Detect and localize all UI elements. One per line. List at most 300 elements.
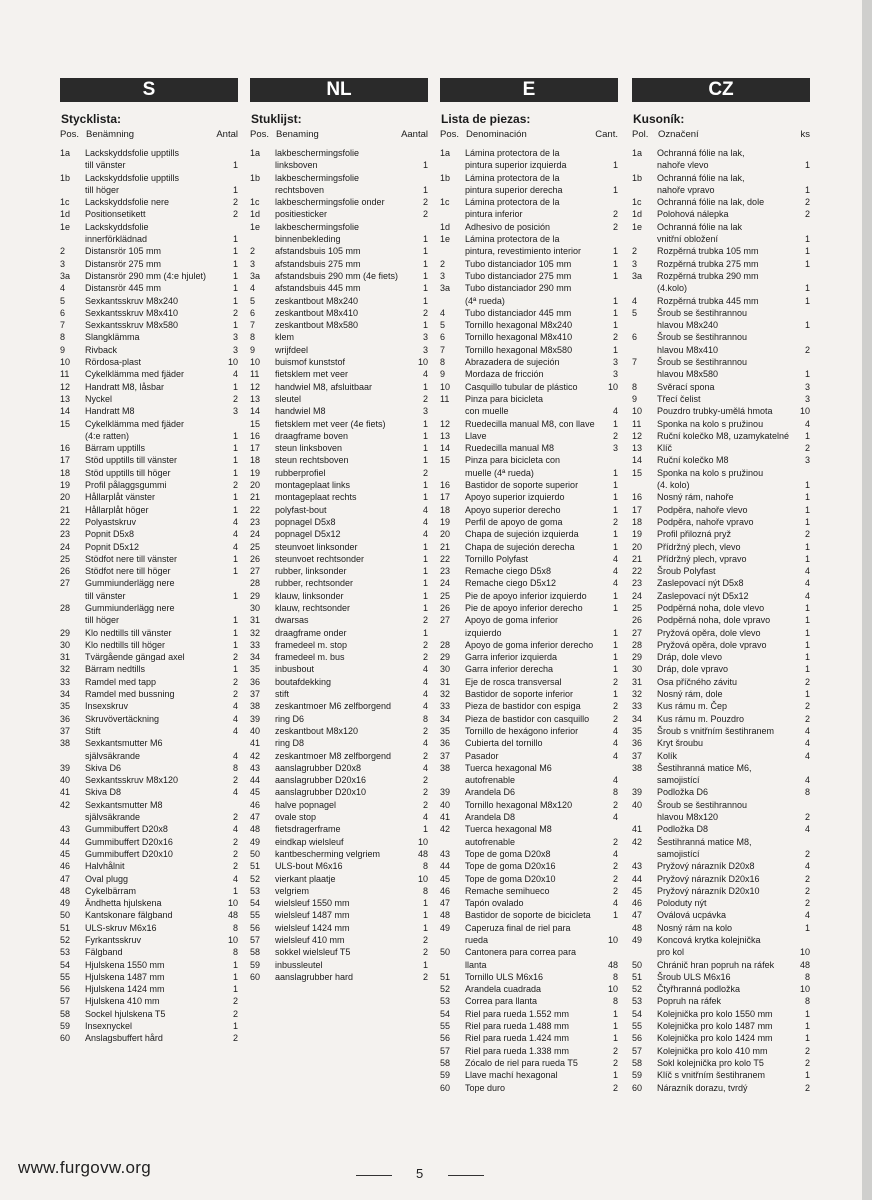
part-number: 32 bbox=[250, 627, 261, 638]
part-number: 31 bbox=[250, 615, 261, 626]
part-number: 34 bbox=[440, 713, 451, 724]
part-name: fietsklem met veer (4e fiets) bbox=[275, 418, 386, 429]
part-row bbox=[440, 713, 618, 725]
part-quantity: 2 bbox=[422, 799, 428, 810]
part-number: 57 bbox=[60, 996, 71, 1007]
part-name: Tapón ovalado bbox=[465, 898, 524, 909]
part-quantity: 4 bbox=[232, 516, 238, 527]
part-name: Cykelklämma med fjäder bbox=[85, 369, 185, 380]
part-row bbox=[632, 700, 810, 712]
part-row bbox=[60, 504, 238, 516]
part-number: 1d bbox=[440, 221, 451, 232]
part-row bbox=[440, 700, 618, 712]
part-number: 12 bbox=[632, 430, 643, 441]
part-number: 57 bbox=[250, 935, 261, 945]
part-name: wrijfdeel bbox=[275, 344, 309, 355]
part-name: Lackskyddsfolie innerförklädnad bbox=[85, 221, 149, 245]
part-name: Skruvövertäckning bbox=[85, 713, 160, 724]
part-number: 23 bbox=[60, 529, 71, 540]
part-number: 28 bbox=[440, 639, 451, 650]
part-quantity: 2 bbox=[422, 652, 428, 663]
part-row bbox=[440, 1032, 618, 1044]
part-name: Slangklämma bbox=[85, 332, 140, 343]
part-name: Cykelklämma med fjäder (4:e ratten) bbox=[85, 418, 185, 441]
part-name: Hållarplåt höger bbox=[85, 504, 149, 515]
part-quantity: 10 bbox=[799, 947, 810, 958]
part-row bbox=[632, 639, 810, 651]
part-row bbox=[632, 516, 810, 528]
part-quantity: 1 bbox=[232, 320, 238, 331]
part-row bbox=[250, 651, 428, 663]
part-quantity: 1 bbox=[232, 184, 238, 195]
part-quantity: 4 bbox=[422, 738, 428, 749]
part-number: 13 bbox=[250, 393, 261, 404]
part-name: Stödfot nere till vänster bbox=[85, 553, 178, 564]
part-number: 11 bbox=[632, 418, 642, 429]
part-row bbox=[632, 799, 810, 824]
part-quantity: 2 bbox=[232, 393, 238, 404]
part-number: 30 bbox=[250, 602, 261, 613]
part-row bbox=[60, 405, 238, 417]
part-number: 7 bbox=[440, 344, 446, 355]
part-quantity: 1 bbox=[232, 590, 238, 601]
part-name: Pieza de bastidor con casquillo bbox=[465, 713, 590, 724]
part-name: Podložka D8 bbox=[657, 824, 709, 835]
part-name: Skiva D6 bbox=[85, 762, 122, 773]
part-name: Gummiunderlägg nere till vänster bbox=[85, 578, 175, 601]
part-row bbox=[250, 848, 428, 860]
part-quantity: 4 bbox=[612, 898, 618, 909]
part-quantity: 1 bbox=[804, 283, 810, 294]
part-row bbox=[250, 147, 428, 172]
part-row bbox=[60, 836, 238, 848]
part-number: 56 bbox=[440, 1033, 451, 1044]
part-row bbox=[440, 971, 618, 983]
part-row bbox=[632, 750, 810, 762]
part-row bbox=[632, 627, 810, 639]
part-row bbox=[632, 1032, 810, 1044]
part-number: 35 bbox=[632, 725, 643, 736]
part-quantity: 4 bbox=[804, 725, 810, 736]
part-name: lakbeschermingsfolie binnenbekleding bbox=[275, 221, 360, 245]
part-name: Tope de goma D20x10 bbox=[465, 873, 556, 884]
part-row bbox=[440, 946, 618, 971]
part-name: Ruedecilla manual M8 bbox=[465, 443, 555, 454]
part-name: Kolík bbox=[657, 750, 678, 761]
part-number: 60 bbox=[632, 1082, 643, 1093]
part-row bbox=[60, 565, 238, 577]
quantity-heading: Aantal bbox=[401, 129, 428, 140]
part-row bbox=[60, 245, 238, 257]
part-name: Čtyřhranná podložka bbox=[657, 984, 741, 995]
part-number: 30 bbox=[60, 639, 71, 650]
part-number: 52 bbox=[440, 984, 451, 995]
part-name: klauw, rechtsonder bbox=[275, 602, 351, 613]
part-number: 6 bbox=[250, 307, 256, 318]
part-row bbox=[60, 995, 238, 1007]
part-name: Remache semihueco bbox=[465, 885, 550, 896]
part-number: 22 bbox=[60, 516, 71, 527]
part-number: 39 bbox=[250, 713, 261, 724]
part-quantity: 8 bbox=[612, 996, 618, 1007]
part-quantity: 2 bbox=[804, 701, 810, 712]
part-name: sleutel bbox=[275, 393, 302, 404]
part-row bbox=[60, 946, 238, 958]
part-quantity: 4 bbox=[422, 529, 428, 540]
footer-rule-right bbox=[448, 1175, 484, 1176]
part-row bbox=[60, 934, 238, 946]
part-quantity: 1 bbox=[232, 639, 238, 650]
part-quantity: 10 bbox=[799, 984, 810, 995]
part-row bbox=[250, 786, 428, 798]
part-name: Podpěrná noha, dole vpravo bbox=[657, 615, 771, 626]
part-row bbox=[632, 897, 810, 909]
part-number: 29 bbox=[60, 627, 71, 638]
part-name: Sexkantsmutter M8 självsäkrande bbox=[85, 799, 163, 823]
part-name: wielsleuf 410 mm bbox=[275, 935, 345, 945]
part-quantity: 2 bbox=[232, 1008, 238, 1019]
part-name: Oval plugg bbox=[85, 873, 129, 884]
part-number: 46 bbox=[60, 861, 71, 872]
part-name: positiesticker bbox=[275, 209, 328, 220]
part-row bbox=[632, 172, 810, 197]
part-row bbox=[440, 270, 618, 282]
part-name: eindkap wielsleuf bbox=[275, 836, 344, 847]
part-quantity: 1 bbox=[804, 258, 810, 269]
part-quantity: 3 bbox=[612, 369, 618, 380]
part-quantity: 1 bbox=[612, 418, 618, 429]
part-row bbox=[60, 147, 238, 172]
part-name: zeskantbout M8x580 bbox=[275, 320, 359, 331]
part-number: 38 bbox=[632, 762, 643, 773]
part-number: 7 bbox=[632, 357, 638, 368]
part-quantity: 3 bbox=[422, 406, 428, 417]
part-quantity: 2 bbox=[232, 861, 238, 872]
parts-list-title: Kusoník: bbox=[633, 112, 685, 126]
part-name: Remache ciego D5x8 bbox=[465, 566, 552, 577]
part-quantity: 1 bbox=[232, 1021, 238, 1032]
part-name: Skiva D8 bbox=[85, 787, 122, 798]
part-name: Gummiunderlägg nere till höger bbox=[85, 602, 175, 626]
part-name: Stift bbox=[85, 725, 101, 736]
part-quantity: 1 bbox=[422, 553, 428, 564]
parts-list-column-czech bbox=[632, 78, 810, 1094]
part-quantity: 4 bbox=[804, 590, 810, 601]
part-name: Anslagsbuffert hård bbox=[85, 1033, 163, 1044]
part-number: 9 bbox=[632, 393, 638, 404]
part-quantity: 4 bbox=[804, 775, 810, 786]
part-name: Remache ciego D5x12 bbox=[465, 578, 557, 589]
part-quantity: 1 bbox=[232, 971, 238, 982]
part-quantity: 4 bbox=[612, 812, 618, 823]
part-name: wielsleuf 1550 mm bbox=[275, 898, 350, 909]
part-quantity: 1 bbox=[804, 627, 810, 638]
part-row bbox=[440, 1020, 618, 1032]
part-quantity: 1 bbox=[804, 639, 810, 650]
part-row bbox=[440, 995, 618, 1007]
part-quantity: 4 bbox=[422, 504, 428, 515]
part-name: klem bbox=[275, 332, 295, 343]
part-quantity: 1 bbox=[612, 664, 618, 675]
part-row bbox=[632, 614, 810, 626]
part-name: Ruční kolečko M8 bbox=[657, 455, 729, 466]
part-row bbox=[250, 934, 428, 946]
part-name: Svěrací spona bbox=[657, 381, 715, 392]
part-name: Ochranná fólie na lak, nahoře vpravo bbox=[657, 172, 745, 195]
part-quantity: 1 bbox=[232, 295, 238, 306]
part-row bbox=[60, 528, 238, 540]
part-number: 51 bbox=[632, 971, 643, 982]
part-name: Nyckel bbox=[85, 393, 113, 404]
part-name: Tornillo hexagonal M8x120 bbox=[465, 799, 573, 810]
part-name: afstandsbuis 275 mm bbox=[275, 258, 361, 269]
part-number: 1c bbox=[632, 197, 642, 208]
part-name: Rivback bbox=[85, 344, 118, 355]
part-number: 20 bbox=[250, 480, 261, 491]
part-name: Pouzdro trubky-umělá hmota bbox=[657, 406, 773, 417]
part-quantity: 1 bbox=[422, 541, 428, 552]
part-name: Oválová ucpávka bbox=[657, 910, 727, 921]
part-name: Tornillo de hexágono inferior bbox=[465, 725, 579, 736]
part-quantity: 8 bbox=[232, 947, 238, 958]
part-row bbox=[60, 541, 238, 553]
part-quantity: 1 bbox=[804, 652, 810, 663]
part-quantity: 2 bbox=[232, 652, 238, 663]
part-row bbox=[440, 454, 618, 479]
part-quantity: 1 bbox=[422, 959, 428, 970]
part-number: 1a bbox=[60, 148, 71, 158]
part-number: 20 bbox=[60, 492, 71, 503]
part-row bbox=[632, 651, 810, 663]
part-name: Pryžový nárazník D20x8 bbox=[657, 861, 755, 872]
part-name: Bärram upptills bbox=[85, 443, 146, 454]
part-quantity: 10 bbox=[227, 935, 238, 945]
part-name: sokkel wielsleuf T5 bbox=[275, 947, 351, 958]
part-name: Kolejnička pro kolo 1550 mm bbox=[657, 1008, 773, 1019]
part-row bbox=[632, 1020, 810, 1032]
part-quantity: 1 bbox=[612, 689, 618, 700]
part-name: Kantskonare fälgband bbox=[85, 910, 173, 921]
part-name: Stödfot nere till höger bbox=[85, 566, 171, 577]
part-number: 17 bbox=[632, 504, 643, 515]
part-number: 13 bbox=[60, 393, 71, 404]
part-quantity: 1 bbox=[422, 492, 428, 503]
part-row bbox=[440, 1082, 618, 1094]
part-name: Osa příčného závitu bbox=[657, 676, 738, 687]
position-heading: Pos. bbox=[250, 129, 270, 140]
part-name: Apoyo de goma inferior izquierdo bbox=[465, 615, 559, 638]
part-name: Rozpěrná trubka 290 mm (4.kolo) bbox=[657, 270, 759, 294]
part-row bbox=[250, 959, 428, 971]
part-quantity: 4 bbox=[804, 910, 810, 921]
part-quantity: 1 bbox=[804, 430, 810, 441]
part-quantity: 2 bbox=[804, 885, 810, 896]
part-name: Apoyo de goma inferior derecho bbox=[465, 639, 594, 650]
part-name: Fyrkantsskruv bbox=[85, 935, 142, 945]
part-number: 13 bbox=[440, 430, 451, 441]
part-number: 3 bbox=[440, 270, 446, 281]
part-number: 36 bbox=[632, 738, 643, 749]
part-row bbox=[632, 356, 810, 381]
part-quantity: 2 bbox=[422, 775, 428, 786]
part-number: 21 bbox=[632, 553, 643, 564]
part-name: Pryžový nárazník D20x10 bbox=[657, 885, 760, 896]
part-name: Fälgband bbox=[85, 947, 123, 958]
name-heading: Benaming bbox=[276, 129, 319, 140]
quantity-heading: Cant. bbox=[595, 129, 618, 140]
part-row bbox=[250, 565, 428, 577]
part-quantity: 1 bbox=[232, 664, 238, 675]
part-number: 25 bbox=[250, 541, 261, 552]
part-row bbox=[440, 381, 618, 393]
part-quantity: 1 bbox=[804, 1008, 810, 1019]
part-quantity: 1 bbox=[612, 246, 618, 257]
part-row bbox=[60, 442, 238, 454]
part-row bbox=[632, 1045, 810, 1057]
part-number: 47 bbox=[250, 812, 261, 823]
part-quantity: 2 bbox=[612, 1045, 618, 1056]
part-row bbox=[440, 737, 618, 749]
part-number: 3a bbox=[60, 270, 71, 281]
part-quantity: 2 bbox=[422, 725, 428, 736]
quantity-heading: Antal bbox=[216, 129, 238, 140]
part-quantity: 1 bbox=[422, 602, 428, 613]
part-name: lakbeschermingsfolie onder bbox=[275, 197, 385, 208]
part-quantity: 2 bbox=[804, 529, 810, 540]
part-number: 52 bbox=[250, 873, 261, 884]
part-number: 12 bbox=[60, 381, 71, 392]
part-quantity: 2 bbox=[422, 307, 428, 318]
part-name: Kolejnička pro kolo 1424 mm bbox=[657, 1033, 773, 1044]
part-row bbox=[440, 491, 618, 503]
part-row bbox=[440, 331, 618, 343]
part-number: 41 bbox=[60, 787, 71, 798]
part-name: steunvoet rechtsonder bbox=[275, 553, 365, 564]
part-name: Abrazadera de sujeción bbox=[465, 357, 560, 368]
part-row bbox=[440, 504, 618, 516]
part-number: 3 bbox=[632, 258, 638, 269]
part-name: ring D6 bbox=[275, 713, 305, 724]
part-row bbox=[60, 700, 238, 712]
part-quantity: 10 bbox=[607, 984, 618, 995]
part-quantity: 2 bbox=[612, 836, 618, 847]
part-quantity: 2 bbox=[232, 1033, 238, 1044]
part-quantity: 1 bbox=[612, 480, 618, 491]
part-quantity: 2 bbox=[232, 848, 238, 859]
part-row bbox=[250, 528, 428, 540]
part-quantity: 2 bbox=[612, 713, 618, 724]
part-number: 49 bbox=[632, 935, 643, 945]
part-quantity: 1 bbox=[422, 283, 428, 294]
part-number: 5 bbox=[440, 320, 446, 331]
part-number: 38 bbox=[250, 701, 261, 712]
part-row bbox=[60, 393, 238, 405]
part-name: Riel para rueda 1.338 mm bbox=[465, 1045, 570, 1056]
part-name: klauw, linksonder bbox=[275, 590, 344, 601]
part-row bbox=[60, 196, 238, 208]
part-name: Šroub se šestihrannou hlavou M8x120 bbox=[657, 799, 748, 823]
part-name: Nosný rám na kolo bbox=[657, 922, 733, 933]
part-number: 53 bbox=[60, 947, 71, 958]
part-quantity: 1 bbox=[422, 258, 428, 269]
part-name: Bastidor de soporte superior bbox=[465, 480, 579, 491]
part-number: 55 bbox=[632, 1021, 643, 1032]
part-quantity: 2 bbox=[422, 947, 428, 958]
part-row bbox=[632, 836, 810, 861]
part-quantity: 1 bbox=[612, 602, 618, 613]
part-name: Casquillo tubular de plástico bbox=[465, 381, 578, 392]
part-name: Llave bbox=[465, 430, 487, 441]
part-row bbox=[250, 344, 428, 356]
part-number: 54 bbox=[632, 1008, 643, 1019]
part-number: 31 bbox=[632, 676, 643, 687]
part-number: 42 bbox=[632, 836, 643, 847]
part-name: Ochranná fólie na lak, dole bbox=[657, 197, 765, 208]
part-name: Correa para llanta bbox=[465, 996, 538, 1007]
part-name: Stöd upptills till vänster bbox=[85, 455, 178, 466]
part-name: Tornillo Polyfast bbox=[465, 553, 529, 564]
part-row bbox=[60, 885, 238, 897]
part-name: Ruedecilla manual M8, con llave bbox=[465, 418, 595, 429]
part-number: 27 bbox=[250, 566, 261, 577]
part-row bbox=[440, 528, 618, 540]
part-quantity: 1 bbox=[612, 492, 618, 503]
part-row bbox=[440, 430, 618, 442]
part-number: 1c bbox=[250, 197, 260, 208]
part-row bbox=[60, 627, 238, 639]
part-row bbox=[632, 873, 810, 885]
part-quantity: 4 bbox=[422, 516, 428, 527]
part-name: draagframe boven bbox=[275, 430, 349, 441]
part-number: 31 bbox=[60, 652, 71, 663]
part-name: Podpěra, nahoře vpravo bbox=[657, 516, 754, 527]
part-number: 3 bbox=[60, 258, 66, 269]
part-quantity: 1 bbox=[232, 246, 238, 257]
part-row bbox=[250, 245, 428, 257]
part-number: 1b bbox=[632, 172, 643, 183]
part-row bbox=[632, 602, 810, 614]
part-number: 60 bbox=[250, 971, 261, 982]
part-name: Tubo distanciador 290 mm (4ª rueda) bbox=[465, 283, 572, 306]
part-quantity: 2 bbox=[612, 799, 618, 810]
part-name: zeskantbout M8x410 bbox=[275, 307, 359, 318]
part-row bbox=[440, 1045, 618, 1057]
part-row bbox=[250, 467, 428, 479]
part-row bbox=[250, 442, 428, 454]
language-header: NL bbox=[250, 78, 428, 102]
part-number: 55 bbox=[60, 971, 71, 982]
part-row bbox=[60, 172, 238, 197]
part-quantity: 8 bbox=[422, 713, 428, 724]
part-row bbox=[250, 836, 428, 848]
part-number: 4 bbox=[250, 283, 256, 294]
part-quantity: 3 bbox=[804, 455, 810, 466]
part-quantity: 1 bbox=[232, 627, 238, 638]
part-quantity: 2 bbox=[612, 209, 618, 220]
part-row bbox=[250, 295, 428, 307]
part-quantity: 1 bbox=[232, 430, 238, 441]
part-row bbox=[632, 725, 810, 737]
part-number: 27 bbox=[440, 615, 451, 626]
part-name: handwiel M8, afsluitbaar bbox=[275, 381, 373, 392]
part-name: Klíč bbox=[657, 443, 673, 454]
part-row bbox=[250, 873, 428, 885]
part-quantity: 1 bbox=[422, 418, 428, 429]
part-number: 26 bbox=[632, 615, 643, 626]
part-name: wielsleuf 1487 mm bbox=[275, 910, 350, 921]
part-number: 23 bbox=[440, 566, 451, 577]
part-row bbox=[60, 786, 238, 798]
